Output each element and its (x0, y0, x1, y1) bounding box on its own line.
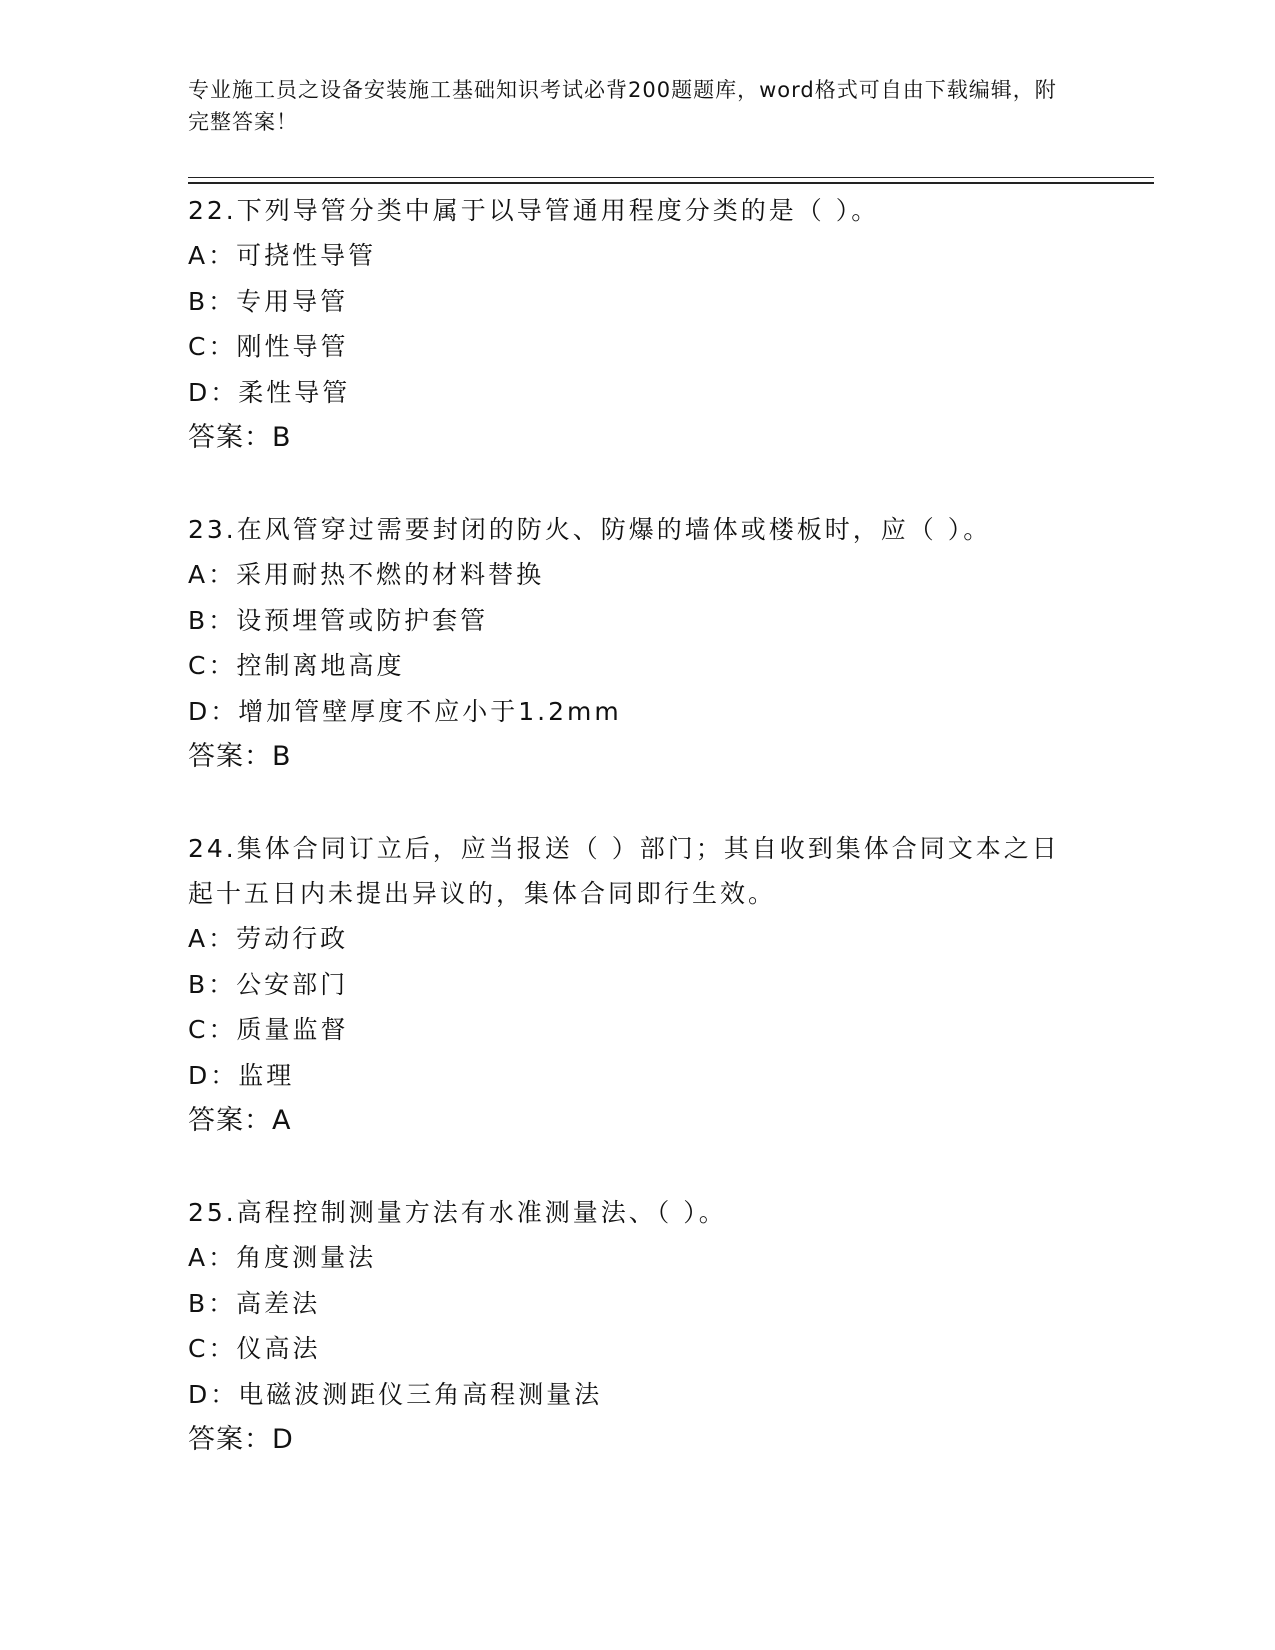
option-b: B：设预埋管或防护套管 (188, 605, 489, 635)
question-22 (188, 188, 1068, 461)
option-a: A：可挠性导管 (188, 241, 377, 270)
option-c: C：刚性导管 (188, 332, 349, 361)
document-header: 专业施工员之设备安装施工基础知识考试必背200题题库，word格式可自由下载编辑，附完整答案！ (188, 78, 1057, 134)
option-b: B：公安部门 (188, 969, 349, 999)
option-d: D：监理 (188, 1060, 295, 1090)
header-divider-bottom (188, 182, 1154, 184)
option-a: A：角度测量法 (188, 1243, 377, 1272)
header-divider-top (188, 177, 1154, 178)
question-24 (188, 826, 1068, 1144)
option-d: D：增加管壁厚度不应小于1.2mm (188, 696, 622, 726)
question-stem: 25.高程控制测量方法有水准测量法、（ ）。 (188, 1198, 727, 1227)
question-23 (188, 507, 1068, 780)
option-b: B：高差法 (188, 1288, 321, 1318)
question-stem: 24.集体合同订立后，应当报送（ ）部门；其自收到集体合同文本之日起十五日内未提出异议的，集体合同即行生效。 (188, 834, 1060, 908)
option-c: C：仪高法 (188, 1334, 321, 1363)
option-a: A：采用耐热不燃的材料替换 (188, 560, 545, 589)
answer-line: 答案：B (188, 422, 292, 453)
answer-line: 答案：A (188, 1105, 292, 1136)
answer-line: 答案：D (188, 1424, 294, 1455)
option-b: B：专用导管 (188, 286, 349, 316)
question-stem: 22.下列导管分类中属于以导管通用程度分类的是（ ）。 (188, 196, 880, 225)
option-d: D：电磁波测距仪三角高程测量法 (188, 1379, 603, 1409)
option-c: C：质量监督 (188, 1015, 349, 1044)
question-25 (188, 1190, 1068, 1463)
answer-line: 答案：B (188, 741, 292, 772)
option-c: C：控制离地高度 (188, 651, 405, 680)
question-stem: 23.在风管穿过需要封闭的防火、防爆的墙体或楼板时，应（ ）。 (188, 515, 992, 544)
option-a: A：劳动行政 (188, 924, 349, 953)
option-d: D：柔性导管 (188, 377, 351, 407)
